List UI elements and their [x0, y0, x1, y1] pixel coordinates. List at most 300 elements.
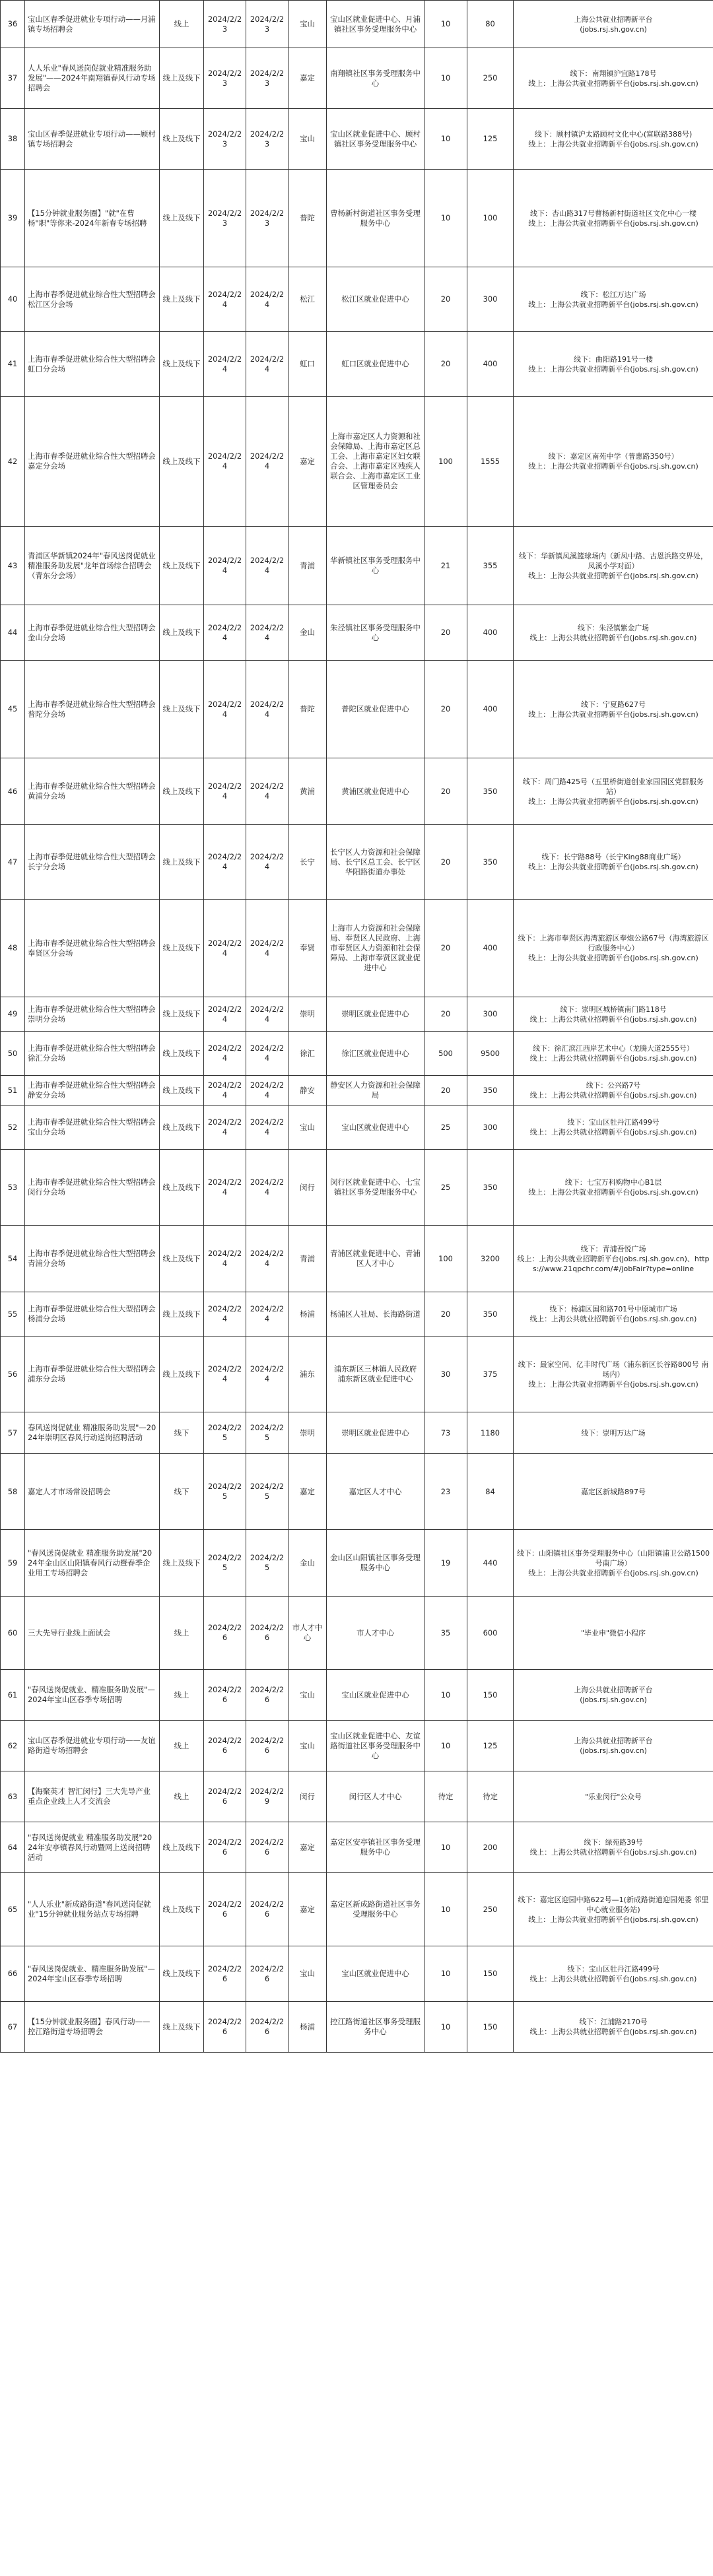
start-date: 2024/2/26 [204, 1597, 246, 1670]
company-count: 10 [424, 1822, 467, 1873]
start-date: 2024/2/24 [204, 397, 246, 527]
company-count: 100 [424, 397, 467, 527]
job-count: 150 [467, 1946, 514, 2002]
start-date: 2024/2/23 [204, 1, 246, 48]
start-date: 2024/2/25 [204, 1412, 246, 1454]
start-date: 2024/2/24 [204, 758, 246, 825]
event-mode: 线上及线下 [160, 1032, 204, 1076]
table-row [1, 825, 713, 900]
event-name: 【15分钟就业服务圈】春风行动——控江路街道专场招聘会 [25, 2002, 160, 2053]
start-date: 2024/2/23 [204, 48, 246, 109]
venue-address: 线下：长宁路88号（长宁King88商业广场） 线上：上海公共就业招聘新平台(jobs.rsj.sh.gov.cn) [514, 825, 713, 900]
venue-address: "乐业闵行"公众号 [514, 1771, 713, 1822]
end-date: 2024/2/24 [246, 1032, 289, 1076]
venue-address: 线下：朱泾镇紫金广场 线上：上海公共就业招聘新平台(jobs.rsj.sh.gov.cn) [514, 605, 713, 661]
company-count: 35 [424, 1597, 467, 1670]
district: 静安 [289, 1076, 327, 1106]
table-row [1, 900, 713, 997]
event-mode: 线上及线下 [160, 332, 204, 397]
job-count: 350 [467, 825, 514, 900]
company-count: 20 [424, 900, 467, 997]
row-number: 51 [1, 1076, 25, 1106]
end-date: 2024/2/24 [246, 527, 289, 605]
job-count: 350 [467, 758, 514, 825]
district: 杨浦 [289, 1292, 327, 1337]
organizer: 虹口区就业促进中心 [327, 332, 424, 397]
organizer: 嘉定区人才中心 [327, 1454, 424, 1530]
district: 杨浦 [289, 2002, 327, 2053]
start-date: 2024/2/24 [204, 661, 246, 758]
event-name: 上海市春季促进就业综合性大型招聘会松江区分会场 [25, 267, 160, 332]
company-count: 10 [424, 170, 467, 267]
row-number: 67 [1, 2002, 25, 2053]
event-name: "春风送岗促就业 精准服务助发展"2024年金山区山阳镇春风行动暨春季企业用工专场招聘会 [25, 1530, 160, 1597]
start-date: 2024/2/24 [204, 825, 246, 900]
organizer: 南翔镇社区事务受理服务中心 [327, 48, 424, 109]
row-number: 64 [1, 1822, 25, 1873]
start-date: 2024/2/24 [204, 1106, 246, 1150]
organizer: 嘉定区新成路街道社区事务受理服务中心 [327, 1873, 424, 1946]
end-date: 2024/2/26 [246, 1946, 289, 2002]
row-number: 54 [1, 1226, 25, 1292]
end-date: 2024/2/26 [246, 1670, 289, 1721]
table-row [1, 1822, 713, 1873]
event-name: 【15分钟就业服务圈】"就"在曹杨"职"等你来-2024年新春专场招聘 [25, 170, 160, 267]
organizer: 普陀区就业促进中心 [327, 661, 424, 758]
table-row [1, 1412, 713, 1454]
event-mode: 线上及线下 [160, 758, 204, 825]
venue-address: 线下：公兴路7号 线上：上海公共就业招聘新平台(jobs.rsj.sh.gov.cn) [514, 1076, 713, 1106]
district: 青浦 [289, 527, 327, 605]
row-number: 58 [1, 1454, 25, 1530]
company-count: 10 [424, 1721, 467, 1771]
job-count: 400 [467, 332, 514, 397]
company-count: 23 [424, 1454, 467, 1530]
job-count: 1555 [467, 397, 514, 527]
organizer: 朱泾镇社区事务受理服务中心 [327, 605, 424, 661]
start-date: 2024/2/24 [204, 1076, 246, 1106]
district: 闵行 [289, 1771, 327, 1822]
event-mode: 线上 [160, 1721, 204, 1771]
job-count: 300 [467, 997, 514, 1032]
table-row [1, 661, 713, 758]
district: 崇明 [289, 997, 327, 1032]
job-count: 100 [467, 170, 514, 267]
company-count: 20 [424, 758, 467, 825]
event-name: 【海聚英才 智汇闵行】三大先导产业重点企业线上人才交流会 [25, 1771, 160, 1822]
row-number: 44 [1, 605, 25, 661]
venue-address: 线下：杏山路317号曹杨新村街道社区文化中心一楼 线上：上海公共就业招聘新平台(jobs.rsj.sh.gov.cn) [514, 170, 713, 267]
row-number: 49 [1, 997, 25, 1032]
event-name: 三大先导行业线上面试会 [25, 1597, 160, 1670]
event-name: 宝山区春季促进就业专项行动——顾村镇专场招聘会 [25, 109, 160, 170]
row-number: 56 [1, 1337, 25, 1412]
end-date: 2024/2/24 [246, 1226, 289, 1292]
company-count: 20 [424, 997, 467, 1032]
row-number: 48 [1, 900, 25, 997]
table-row [1, 1150, 713, 1226]
organizer: 嘉定区安亭镇社区事务受理服务中心 [327, 1822, 424, 1873]
organizer: 崇明区就业促进中心 [327, 997, 424, 1032]
venue-address: 线下：最家空间、亿丰时代广场（浦东新区长谷路800号 南场内） 线上：上海公共就业招聘新平台(jobs.rsj.sh.gov.cn) [514, 1337, 713, 1412]
table-row [1, 997, 713, 1032]
district: 宝山 [289, 1670, 327, 1721]
venue-address: 线下：上海市奉贤区海湾旅游区奉炮公路67号（海湾旅游区行政服务中心） 线上：上海公共就业招聘新平台(jobs.rsj.sh.gov.cn) [514, 900, 713, 997]
company-count: 待定 [424, 1771, 467, 1822]
job-count: 125 [467, 1721, 514, 1771]
start-date: 2024/2/24 [204, 900, 246, 997]
company-count: 25 [424, 1106, 467, 1150]
start-date: 2024/2/26 [204, 1771, 246, 1822]
company-count: 73 [424, 1412, 467, 1454]
table-row [1, 1106, 713, 1150]
district: 奉贤 [289, 900, 327, 997]
end-date: 2024/2/24 [246, 1292, 289, 1337]
job-count: 375 [467, 1337, 514, 1412]
district: 宝山 [289, 1946, 327, 2002]
row-number: 60 [1, 1597, 25, 1670]
job-count: 350 [467, 1292, 514, 1337]
company-count: 100 [424, 1226, 467, 1292]
district: 普陀 [289, 661, 327, 758]
job-count: 400 [467, 605, 514, 661]
venue-address: 线下：杨浦区国和路701号中原城市广场 线上：上海公共就业招聘新平台(jobs.rsj.sh.gov.cn) [514, 1292, 713, 1337]
organizer: 青浦区就业促进中心、青浦区人才中心 [327, 1226, 424, 1292]
end-date: 2024/2/23 [246, 1, 289, 48]
venue-address: 上海公共就业招聘新平台 (jobs.rsj.sh.gov.cn) [514, 1721, 713, 1771]
company-count: 10 [424, 1670, 467, 1721]
row-number: 65 [1, 1873, 25, 1946]
organizer: 徐汇区就业促进中心 [327, 1032, 424, 1076]
district: 嘉定 [289, 1454, 327, 1530]
organizer: 曹杨新村街道社区事务受理服务中心 [327, 170, 424, 267]
table-row [1, 1292, 713, 1337]
event-name: 宝山区春季促进就业专项行动——友谊路街道专场招聘会 [25, 1721, 160, 1771]
district: 虹口 [289, 332, 327, 397]
organizer: 宝山区就业促进中心、顾村镇社区事务受理服务中心 [327, 109, 424, 170]
event-mode: 线上及线下 [160, 1226, 204, 1292]
event-name: 上海市春季促进就业综合性大型招聘会闵行分会场 [25, 1150, 160, 1226]
start-date: 2024/2/24 [204, 1292, 246, 1337]
table-row [1, 1530, 713, 1597]
row-number: 46 [1, 758, 25, 825]
start-date: 2024/2/24 [204, 332, 246, 397]
district: 宝山 [289, 109, 327, 170]
company-count: 20 [424, 1076, 467, 1106]
organizer: 上海市嘉定区人力资源和社会保障局、上海市嘉定区总工会、上海市嘉定区妇女联合会、上海市嘉定区残疾人联合会、上海市嘉定区工业区管理委员会 [327, 397, 424, 527]
table-row [1, 1032, 713, 1076]
row-number: 40 [1, 267, 25, 332]
company-count: 20 [424, 825, 467, 900]
event-name: 上海市春季促进就业综合性大型招聘会黄浦分会场 [25, 758, 160, 825]
start-date: 2024/2/24 [204, 1226, 246, 1292]
table-row [1, 1454, 713, 1530]
row-number: 42 [1, 397, 25, 527]
job-count: 1180 [467, 1412, 514, 1454]
end-date: 2024/2/24 [246, 397, 289, 527]
event-mode: 线上及线下 [160, 397, 204, 527]
table-row [1, 1873, 713, 1946]
event-mode: 线上及线下 [160, 1292, 204, 1337]
event-name: "春风送岗促就业、精准服务助发展"—2024年宝山区春季专场招聘 [25, 1946, 160, 2002]
end-date: 2024/2/23 [246, 109, 289, 170]
job-count: 300 [467, 267, 514, 332]
event-mode: 线上及线下 [160, 605, 204, 661]
event-mode: 线上及线下 [160, 267, 204, 332]
end-date: 2024/2/24 [246, 1337, 289, 1412]
event-mode: 线上及线下 [160, 1106, 204, 1150]
start-date: 2024/2/25 [204, 1530, 246, 1597]
venue-address: 嘉定区新城路897号 [514, 1454, 713, 1530]
event-mode: 线下 [160, 1454, 204, 1530]
organizer: 静安区人力资源和社会保障局 [327, 1076, 424, 1106]
event-mode: 线上及线下 [160, 170, 204, 267]
row-number: 45 [1, 661, 25, 758]
table-row [1, 1076, 713, 1106]
row-number: 55 [1, 1292, 25, 1337]
venue-address: 线下：周门路425号（五里桥街道创业家园园区党群服务站） 线上：上海公共就业招聘新平台(jobs.rsj.sh.gov.cn) [514, 758, 713, 825]
event-name: 上海市春季促进就业综合性大型招聘会嘉定分会场 [25, 397, 160, 527]
organizer: 上海市人力资源和社会保障局、奉贤区人民政府、上海市奉贤区人力资源和社会保障局、上海市奉贤区就业促进中心 [327, 900, 424, 997]
table-body [1, 1, 713, 2053]
district: 嘉定 [289, 1822, 327, 1873]
venue-address: 线下：青浦吾悦广场 线上：上海公共就业招聘新平台(jobs.rsj.sh.gov.cn)、https://www.21qpchr.com/#/jobFair?type=online [514, 1226, 713, 1292]
start-date: 2024/2/24 [204, 997, 246, 1032]
start-date: 2024/2/26 [204, 1670, 246, 1721]
end-date: 2024/2/26 [246, 1822, 289, 1873]
organizer: 闵行区就业促进中心、七宝镇社区事务受理服务中心 [327, 1150, 424, 1226]
job-count: 350 [467, 1076, 514, 1106]
company-count: 19 [424, 1530, 467, 1597]
event-mode: 线下 [160, 1412, 204, 1454]
row-number: 52 [1, 1106, 25, 1150]
organizer: 宝山区就业促进中心 [327, 1946, 424, 2002]
start-date: 2024/2/25 [204, 1454, 246, 1530]
venue-address: 线下：嘉定区南苑中学（普惠路350号） 线上：上海公共就业招聘新平台(jobs.rsj.sh.gov.cn) [514, 397, 713, 527]
row-number: 53 [1, 1150, 25, 1226]
district: 长宁 [289, 825, 327, 900]
table-row [1, 1226, 713, 1292]
company-count: 20 [424, 1292, 467, 1337]
venue-address: 上海公共就业招聘新平台 (jobs.rsj.sh.gov.cn) [514, 1, 713, 48]
job-count: 待定 [467, 1771, 514, 1822]
end-date: 2024/2/25 [246, 1454, 289, 1530]
job-count: 250 [467, 48, 514, 109]
event-mode: 线上及线下 [160, 997, 204, 1032]
row-number: 41 [1, 332, 25, 397]
event-name: 上海市春季促进就业综合性大型招聘会青浦分会场 [25, 1226, 160, 1292]
start-date: 2024/2/26 [204, 1721, 246, 1771]
venue-address: 线下：山阳镇社区事务受理服务中心（山阳镇浦卫公路1500号南广场） 线上：上海公共就业招聘新平台(jobs.rsj.sh.gov.cn) [514, 1530, 713, 1597]
company-count: 20 [424, 267, 467, 332]
venue-address: 线下：华新镇凤溪篮球场内（新凤中路、古恩浜路交界处，凤溪小学对面） 线上：上海公共就业招聘新平台(jobs.rsj.sh.gov.cn) [514, 527, 713, 605]
table-row [1, 1771, 713, 1822]
company-count: 20 [424, 661, 467, 758]
district: 嘉定 [289, 397, 327, 527]
job-count: 300 [467, 1106, 514, 1150]
organizer: 崇明区就业促进中心 [327, 1412, 424, 1454]
venue-address: 线下：宝山区牡丹江路499号 线上：上海公共就业招聘新平台(jobs.rsj.sh.gov.cn) [514, 1106, 713, 1150]
district: 嘉定 [289, 1873, 327, 1946]
event-name: 人人乐业"春风送岗促就业精准服务助发展"——2024年南翔镇春风行动专场招聘会 [25, 48, 160, 109]
event-mode: 线上及线下 [160, 1822, 204, 1873]
event-name: "春风送岗促就业 精准服务助发展"2024年安亭镇春风行动暨网上送岗招聘活动 [25, 1822, 160, 1873]
job-count: 250 [467, 1873, 514, 1946]
event-name: 上海市春季促进就业综合性大型招聘会浦东分会场 [25, 1337, 160, 1412]
row-number: 43 [1, 527, 25, 605]
table-row [1, 2002, 713, 2053]
table-row [1, 48, 713, 109]
company-count: 10 [424, 2002, 467, 2053]
district: 黄浦 [289, 758, 327, 825]
end-date: 2024/2/24 [246, 1076, 289, 1106]
company-count: 500 [424, 1032, 467, 1076]
job-count: 84 [467, 1454, 514, 1530]
venue-address: 上海公共就业招聘新平台 (jobs.rsj.sh.gov.cn) [514, 1670, 713, 1721]
row-number: 38 [1, 109, 25, 170]
venue-address: 线下：宝山区牡丹江路499号 线上：上海公共就业招聘新平台(jobs.rsj.sh.gov.cn) [514, 1946, 713, 2002]
end-date: 2024/2/25 [246, 1412, 289, 1454]
event-mode: 线上及线下 [160, 1337, 204, 1412]
event-mode: 线上及线下 [160, 1873, 204, 1946]
start-date: 2024/2/26 [204, 1822, 246, 1873]
event-name: "人人乐业"新成路街道"春风送岗促就业"15分钟就业服务站点专场招聘 [25, 1873, 160, 1946]
venue-address: 线下：徐汇滨江西岸艺术中心（龙腾大道2555号） 线上：上海公共就业招聘新平台(jobs.rsj.sh.gov.cn) [514, 1032, 713, 1076]
venue-address: 线下：顾村镇沪太路顾村文化中心(富联路388号) 线上：上海公共就业招聘新平台(jobs.rsj.sh.gov.cn) [514, 109, 713, 170]
company-count: 10 [424, 1, 467, 48]
table-row [1, 758, 713, 825]
district: 青浦 [289, 1226, 327, 1292]
company-count: 20 [424, 605, 467, 661]
table-row [1, 1670, 713, 1721]
event-name: 上海市春季促进就业综合性大型招聘会奉贤区分会场 [25, 900, 160, 997]
event-mode: 线上及线下 [160, 527, 204, 605]
event-name: 上海市春季促进就业综合性大型招聘会普陀分会场 [25, 661, 160, 758]
district: 金山 [289, 1530, 327, 1597]
district: 宝山 [289, 1721, 327, 1771]
start-date: 2024/2/26 [204, 1873, 246, 1946]
table-row [1, 1, 713, 48]
row-number: 61 [1, 1670, 25, 1721]
event-name: 上海市春季促进就业综合性大型招聘会虹口分会场 [25, 332, 160, 397]
end-date: 2024/2/24 [246, 900, 289, 997]
job-count: 600 [467, 1597, 514, 1670]
end-date: 2024/2/24 [246, 1150, 289, 1226]
start-date: 2024/2/24 [204, 605, 246, 661]
end-date: 2024/2/24 [246, 758, 289, 825]
start-date: 2024/2/23 [204, 109, 246, 170]
event-name: 上海市春季促进就业综合性大型招聘会徐汇分会场 [25, 1032, 160, 1076]
job-count: 80 [467, 1, 514, 48]
table-row [1, 1946, 713, 2002]
job-count: 400 [467, 661, 514, 758]
event-name: 上海市春季促进就业综合性大型招聘会崇明分会场 [25, 997, 160, 1032]
end-date: 2024/2/24 [246, 1106, 289, 1150]
end-date: 2024/2/29 [246, 1771, 289, 1822]
row-number: 47 [1, 825, 25, 900]
organizer: 杨浦区人社局、长海路街道 [327, 1292, 424, 1337]
start-date: 2024/2/26 [204, 1946, 246, 2002]
organizer: 金山区山阳镇社区事务受理服务中心 [327, 1530, 424, 1597]
start-date: 2024/2/26 [204, 2002, 246, 2053]
organizer: 宝山区就业促进中心、友谊路街道社区事务受理服务中心 [327, 1721, 424, 1771]
end-date: 2024/2/23 [246, 48, 289, 109]
event-name: 上海市春季促进就业综合性大型招聘会金山分会场 [25, 605, 160, 661]
job-count: 150 [467, 2002, 514, 2053]
organizer: 宝山区就业促进中心、月浦镇社区事务受理服务中心 [327, 1, 424, 48]
event-name: 嘉定人才市场常设招聘会 [25, 1454, 160, 1530]
organizer: 华新镇社区事务受理服务中心 [327, 527, 424, 605]
table-row [1, 170, 713, 267]
table-row [1, 109, 713, 170]
job-count: 400 [467, 900, 514, 997]
event-mode: 线上及线下 [160, 109, 204, 170]
event-mode: 线上 [160, 1597, 204, 1670]
table-row [1, 1337, 713, 1412]
row-number: 59 [1, 1530, 25, 1597]
end-date: 2024/2/26 [246, 1597, 289, 1670]
venue-address: 线下：江浦路2170号 线上：上海公共就业招聘新平台(jobs.rsj.sh.gov.cn) [514, 2002, 713, 2053]
table-row [1, 1721, 713, 1771]
district: 普陀 [289, 170, 327, 267]
event-name: 上海市春季促进就业综合性大型招聘会长宁分会场 [25, 825, 160, 900]
job-count: 150 [467, 1670, 514, 1721]
row-number: 62 [1, 1721, 25, 1771]
start-date: 2024/2/23 [204, 170, 246, 267]
start-date: 2024/2/24 [204, 527, 246, 605]
end-date: 2024/2/24 [246, 661, 289, 758]
company-count: 10 [424, 109, 467, 170]
end-date: 2024/2/24 [246, 825, 289, 900]
row-number: 39 [1, 170, 25, 267]
district: 浦东 [289, 1337, 327, 1412]
event-mode: 线上及线下 [160, 1946, 204, 2002]
venue-address: 线下：松江万达广场 线上：上海公共就业招聘新平台(jobs.rsj.sh.gov.cn) [514, 267, 713, 332]
event-mode: 线上及线下 [160, 1150, 204, 1226]
district: 徐汇 [289, 1032, 327, 1076]
organizer: 黄浦区就业促进中心 [327, 758, 424, 825]
row-number: 36 [1, 1, 25, 48]
organizer: 宝山区就业促进中心 [327, 1670, 424, 1721]
event-name: 宝山区春季促进就业专项行动——月浦镇专场招聘会 [25, 1, 160, 48]
end-date: 2024/2/25 [246, 1530, 289, 1597]
event-mode: 线上及线下 [160, 1076, 204, 1106]
row-number: 66 [1, 1946, 25, 2002]
event-mode: 线上 [160, 1670, 204, 1721]
district: 崇明 [289, 1412, 327, 1454]
event-mode: 线上及线下 [160, 900, 204, 997]
venue-address: "毕业申"微信小程序 [514, 1597, 713, 1670]
district: 宝山 [289, 1106, 327, 1150]
job-count: 440 [467, 1530, 514, 1597]
table-row [1, 332, 713, 397]
district: 闵行 [289, 1150, 327, 1226]
event-mode: 线上 [160, 1771, 204, 1822]
event-mode: 线上及线下 [160, 661, 204, 758]
district: 嘉定 [289, 48, 327, 109]
company-count: 20 [424, 332, 467, 397]
company-count: 21 [424, 527, 467, 605]
organizer: 浦东新区三林镇人民政府 浦东新区就业促进中心 [327, 1337, 424, 1412]
end-date: 2024/2/24 [246, 605, 289, 661]
end-date: 2024/2/24 [246, 997, 289, 1032]
venue-address: 线下：南翔镇沪宜路178号 线上：上海公共就业招聘新平台(jobs.rsj.sh.gov.cn) [514, 48, 713, 109]
event-name: 上海市春季促进就业综合性大型招聘会静安分会场 [25, 1076, 160, 1106]
start-date: 2024/2/24 [204, 1337, 246, 1412]
organizer: 闵行区人才中心 [327, 1771, 424, 1822]
end-date: 2024/2/23 [246, 170, 289, 267]
organizer: 市人才中心 [327, 1597, 424, 1670]
